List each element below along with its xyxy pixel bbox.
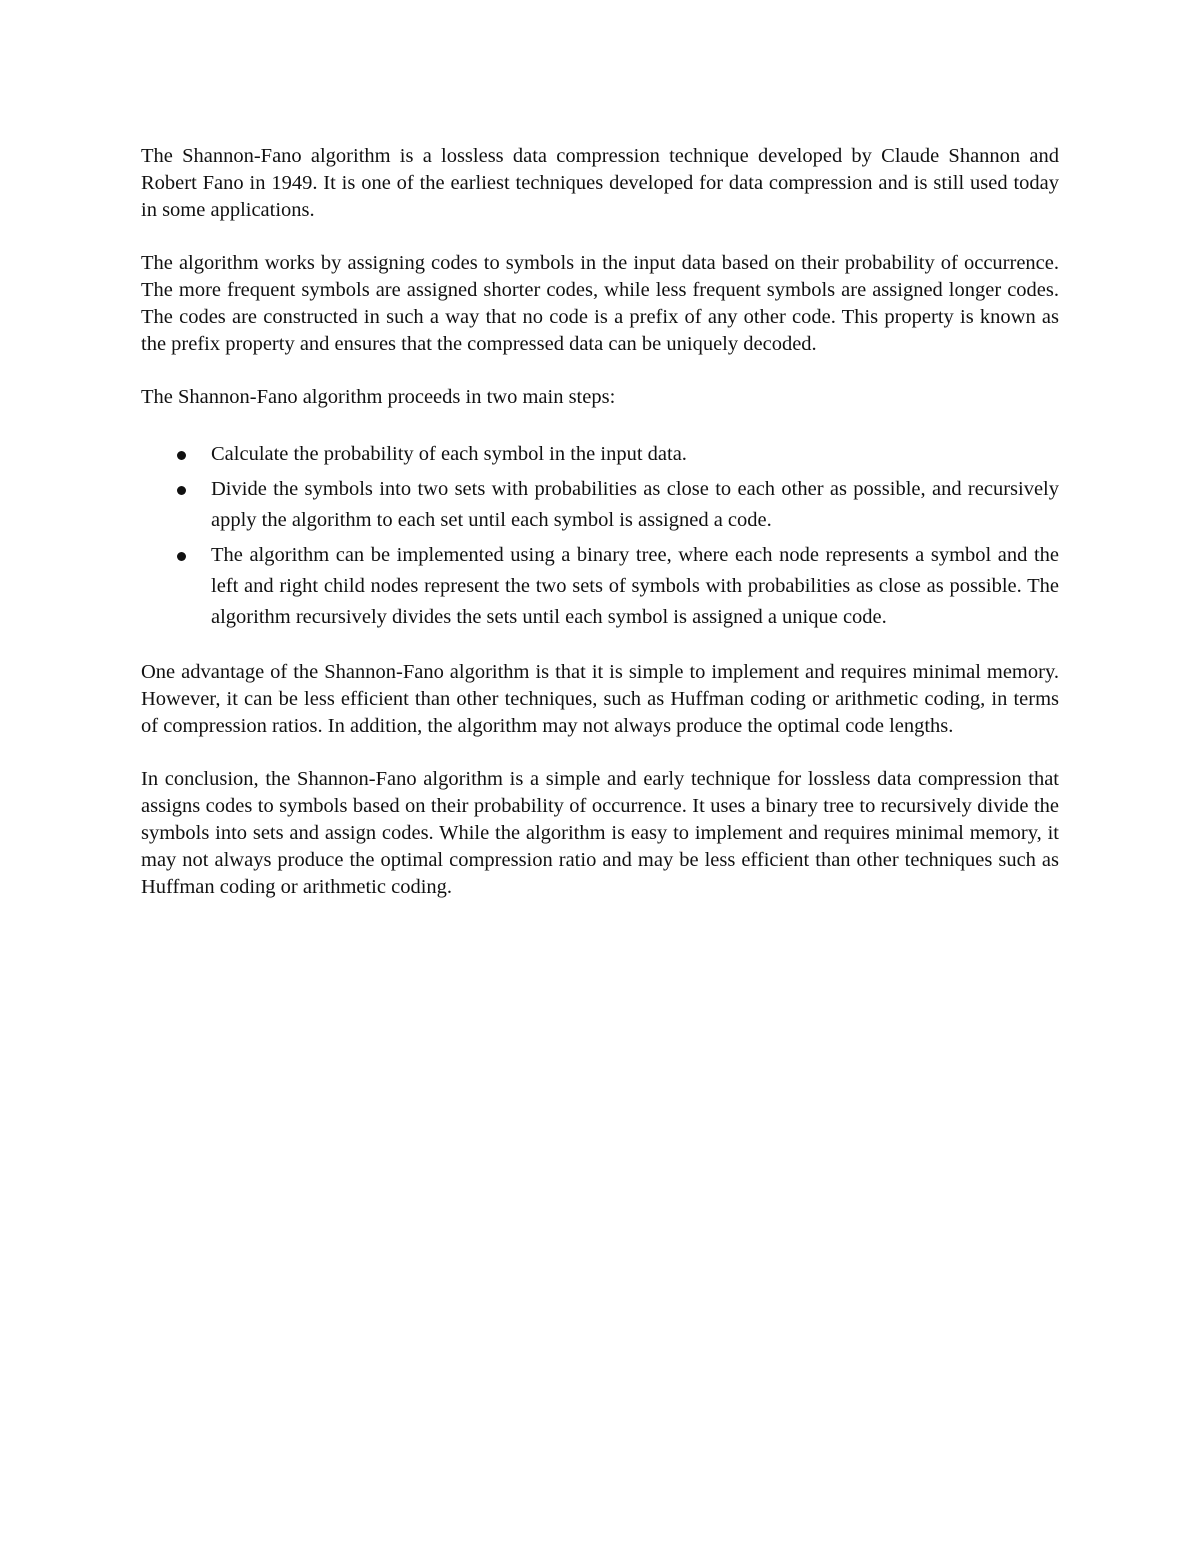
list-item-text: Divide the symbols into two sets with probabilities as close to each other as possible, and recursively apply the algorithm to each set until each symbol is assigned a code. bbox=[211, 478, 1059, 531]
steps-list bbox=[141, 439, 1059, 633]
paragraph-steps-intro: The Shannon-Fano algorithm proceeds in two main steps: bbox=[141, 386, 616, 408]
bullet-icon bbox=[177, 451, 186, 460]
list-item bbox=[141, 474, 1059, 536]
bullet-icon bbox=[177, 552, 186, 561]
list-item bbox=[141, 540, 1059, 633]
paragraph-intro: The Shannon-Fano algorithm is a lossless data compression technique developed by Claude Shannon and Robert Fano in 1949. It is one of the earliest techniques developed for data compression and is still used today in some applications. bbox=[141, 145, 1059, 221]
paragraph-how-it-works: The algorithm works by assigning codes to symbols in the input data based on their probability of occurrence. The more frequent symbols are assigned shorter codes, while less frequent symbols are assigned longer codes. The codes are constructed in such a way that no code is a prefix of any other code. This property is known as the prefix property and ensures that the compressed data can be uniquely decoded. bbox=[141, 252, 1059, 355]
bullet-icon bbox=[177, 486, 186, 495]
paragraph-conclusion: In conclusion, the Shannon-Fano algorithm is a simple and early technique for lossless data compression that assigns codes to symbols based on their probability of occurrence. It uses a binary tree to recursively divide the symbols into sets and assign codes. While the algorithm is easy to implement and requires minimal memory, it may not always produce the optimal compression ratio and may be less efficient than other techniques such as Huffman coding or arithmetic coding. bbox=[141, 768, 1059, 898]
paragraph-advantage: One advantage of the Shannon-Fano algorithm is that it is simple to implement and requires minimal memory. However, it can be less efficient than other techniques, such as Huffman coding or arithmetic coding, in terms of compression ratios. In addition, the algorithm may not always produce the optimal code lengths. bbox=[141, 661, 1059, 737]
document-body bbox=[141, 143, 1059, 901]
list-item bbox=[141, 439, 1059, 470]
list-item-text: Calculate the probability of each symbol in the input data. bbox=[211, 443, 687, 465]
list-item-text: The algorithm can be implemented using a binary tree, where each node represents a symbol and the left and right child nodes represent the two sets of symbols with probabilities as close as possible. The algorithm recursively divides the sets until each symbol is assigned a unique code. bbox=[211, 544, 1059, 628]
